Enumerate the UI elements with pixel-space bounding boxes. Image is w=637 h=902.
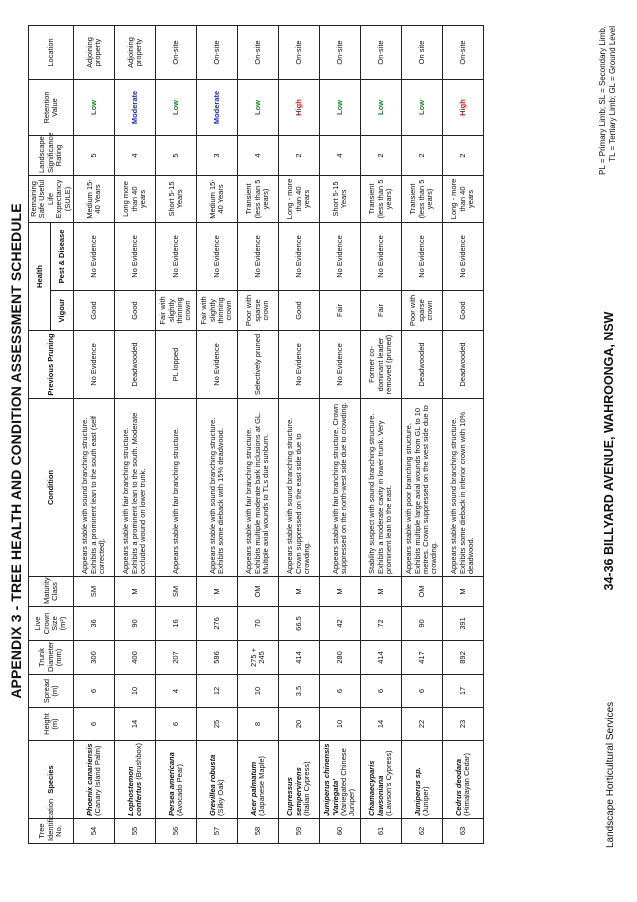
cell-location: Adjoining property [73, 25, 114, 79]
table-row [196, 25, 237, 843]
header-row-1 [29, 25, 51, 843]
species-botanical-name: Juniperus sp. [412, 767, 422, 816]
header-spread: Spread (m) [29, 675, 74, 708]
cell-location: On-site [360, 25, 401, 79]
cell-height: 20 [278, 708, 319, 741]
cell-maturity: SM [73, 577, 114, 607]
cell-vigour: Good [442, 291, 483, 331]
cell-retention [360, 79, 401, 135]
retention-value-label: Moderate [129, 90, 139, 125]
cell-condition: Appears stable with fair branching structure. [155, 399, 196, 577]
cell-pest-disease: No Evidence [360, 222, 401, 290]
retention-value-label: Low [170, 99, 180, 115]
table-row [114, 25, 155, 843]
cell-retention [319, 79, 360, 135]
cell-sule: Long - more than 40 years [442, 175, 483, 222]
assessment-table [28, 25, 484, 844]
species-common-name: (Canary Island Palm) [92, 745, 102, 816]
cell-pest-disease: No Evidence [319, 222, 360, 290]
table-row [278, 25, 319, 843]
cell-significance: 2 [401, 135, 442, 175]
cell-pest-disease: No Evidence [278, 222, 319, 290]
header-trunk-diameter: Trunk Diameter (mm) [29, 641, 74, 675]
cell-maturity: M [319, 577, 360, 607]
cell-crown-size: 36 [73, 607, 114, 641]
cell-retention [196, 79, 237, 135]
cell-pest-disease: No Evidence [155, 222, 196, 290]
cell-sule: Transient (less than 5 years) [237, 175, 278, 222]
cell-tree-id: 56 [155, 819, 196, 844]
cell-previous-pruning: Deadwooded [114, 331, 155, 399]
cell-vigour: Poor with sparse crown [237, 291, 278, 331]
cell-retention [401, 79, 442, 135]
species-common-name: (Silky Oak) [215, 779, 225, 816]
cell-tree-id: 54 [73, 819, 114, 844]
species-common-name: (Italian Cypress) [302, 761, 312, 816]
cell-retention [442, 79, 483, 135]
cell-spread: 6 [360, 675, 401, 708]
cell-retention [73, 79, 114, 135]
cell-pest-disease: No Evidence [114, 222, 155, 290]
retention-value-label: Low [375, 99, 385, 115]
cell-sule: Long more than 40 years [114, 175, 155, 222]
cell-spread: 3.5 [278, 675, 319, 708]
cell-species [155, 741, 196, 819]
cell-tree-id: 60 [319, 819, 360, 844]
cell-sule: Short 5-15 Years [155, 175, 196, 222]
species-common-name: (Brushbox) [133, 743, 143, 780]
cell-crown-size: 16 [155, 607, 196, 641]
retention-value-label: High [457, 99, 467, 116]
species-common-name: (Juniper) [420, 786, 430, 816]
cell-sule: Medium 15-40 Years [73, 175, 114, 222]
species-common-name: (Lawson's Cypress) [384, 750, 394, 816]
species-botanical-name: Acer palmatum [248, 761, 258, 816]
cell-maturity: SM [155, 577, 196, 607]
cell-height: 14 [360, 708, 401, 741]
cell-maturity: M [114, 577, 155, 607]
cell-crown-size: 72 [360, 607, 401, 641]
cell-trunk-diameter: 417 [401, 641, 442, 675]
cell-pest-disease: No Evidence [442, 222, 483, 290]
abbreviation-legend [598, 26, 618, 175]
header-previous-pruning: Previous Pruning [29, 331, 74, 399]
cell-vigour: Poor with sparse crown [401, 291, 442, 331]
cell-significance: 5 [73, 135, 114, 175]
species-botanical-name: Cedrus deodara [453, 758, 463, 816]
cell-trunk-diameter: 280 [319, 641, 360, 675]
cell-sule: Short 5-15 Years [319, 175, 360, 222]
cell-maturity: M [360, 577, 401, 607]
cell-pest-disease: No Evidence [73, 222, 114, 290]
cell-pest-disease: No Evidence [401, 222, 442, 290]
cell-height: 6 [73, 708, 114, 741]
cell-species [442, 741, 483, 819]
cell-retention [278, 79, 319, 135]
header-height: Height (m) [29, 708, 74, 741]
cell-vigour: Good [278, 291, 319, 331]
cell-height: 25 [196, 708, 237, 741]
cell-maturity: M [278, 577, 319, 607]
table-row [319, 25, 360, 843]
cell-spread: 6 [401, 675, 442, 708]
cell-spread: 6 [73, 675, 114, 708]
species-botanical-name: Cupressus sempervirens [285, 767, 303, 816]
cell-location: On site [401, 25, 442, 79]
cell-location: On-site [196, 25, 237, 79]
cell-height: 23 [442, 708, 483, 741]
table-row [401, 25, 442, 843]
cell-species [114, 741, 155, 819]
species-botanical-name: Juniperus chinensis 'Variegata' [322, 743, 340, 816]
legend-line-1: PL = Primary Limb; SL = Secondary Limb, [598, 26, 607, 175]
species-botanical-name: Phoenix canariensis [84, 743, 94, 816]
table-row [360, 25, 401, 843]
cell-trunk-diameter: 207 [155, 641, 196, 675]
cell-spread: 10 [114, 675, 155, 708]
cell-spread: 6 [319, 675, 360, 708]
table-row [237, 25, 278, 843]
cell-species [360, 741, 401, 819]
cell-maturity: M [442, 577, 483, 607]
cell-retention [155, 79, 196, 135]
cell-location: On-site [442, 25, 483, 79]
cell-retention [114, 79, 155, 135]
cell-tree-id: 59 [278, 819, 319, 844]
cell-condition: Stability suspect with sound branching structure. Exhibits a moderate cavity in lower trunk. Very prominent lean to the east. [360, 399, 401, 577]
cell-vigour: Good [114, 291, 155, 331]
header-health: Health [29, 222, 51, 330]
header-tree-id: Tree Identification No. [29, 819, 74, 844]
cell-crown-size: 276 [196, 607, 237, 641]
header-live-crown: Live Crown Size (m²) [29, 607, 74, 641]
cell-crown-size: 90 [401, 607, 442, 641]
legend-line-2: TL = Tertiary Limb; GL = Ground Level [608, 26, 617, 162]
cell-condition: Appears stable with sound branching structure. Exhibits some dieback in inferior crown with 10% deadwood. [442, 399, 483, 577]
cell-condition: Appears stable with fair branching structure. Exhibits a prominent lean to the south. Moderate occluded wound on lower trunk. [114, 399, 155, 577]
cell-previous-pruning: Deadwooded [401, 331, 442, 399]
cell-crown-size: 42 [319, 607, 360, 641]
cell-tree-id: 61 [360, 819, 401, 844]
cell-height: 10 [319, 708, 360, 741]
cell-pest-disease: No Evidence [196, 222, 237, 290]
site-address: 34-36 BILLYARD AVENUE, WAHROONGA, NSW [602, 311, 616, 591]
cell-maturity: OM [401, 577, 442, 607]
cell-species [73, 741, 114, 819]
header-condition: Condition [29, 399, 74, 577]
cell-species [319, 741, 360, 819]
cell-sule: Transient (less than 5 years) [360, 175, 401, 222]
cell-height: 22 [401, 708, 442, 741]
cell-crown-size: 70 [237, 607, 278, 641]
cell-sule: Long - more than 40 years [278, 175, 319, 222]
cell-maturity: M [196, 577, 237, 607]
cell-previous-pruning: Former co-dominant leader removed (pruned) [360, 331, 401, 399]
schedule-title: APPENDIX 3 - TREE HEALTH AND CONDITION ASSESSMENT SCHEDULE [8, 203, 24, 699]
cell-location: On-site [155, 25, 196, 79]
cell-trunk-diameter: 586 [196, 641, 237, 675]
cell-vigour: Fair with slightly thinning crown [155, 291, 196, 331]
cell-condition: Appears stable with sound branching structure. Exhibits some dieback with 15% deadwood. [196, 399, 237, 577]
header-maturity: Maturity Class [29, 577, 74, 607]
species-common-name: (Avocado Pear) [174, 764, 184, 816]
company-name: Landscape Horticultural Services [605, 701, 616, 848]
header-vigour: Vigour [51, 291, 73, 331]
retention-value-label: Low [334, 99, 344, 115]
cell-spread: 4 [155, 675, 196, 708]
table-row [155, 25, 196, 843]
species-common-name: (Japanese Maple) [256, 755, 266, 816]
species-botanical-name: Grevillea robusta [207, 754, 217, 816]
table-row [442, 25, 483, 843]
cell-previous-pruning: No Evidence [196, 331, 237, 399]
cell-trunk-diameter: 400 [114, 641, 155, 675]
cell-trunk-diameter: 275 + 245 [237, 641, 278, 675]
cell-tree-id: 63 [442, 819, 483, 844]
retention-value-label: Low [416, 99, 426, 115]
cell-crown-size: 391 [442, 607, 483, 641]
cell-sule: Medium 15-40 Years [196, 175, 237, 222]
cell-tree-id: 58 [237, 819, 278, 844]
cell-significance: 2 [278, 135, 319, 175]
cell-previous-pruning: Deadwooded [442, 331, 483, 399]
header-species: Species [29, 741, 74, 819]
cell-trunk-diameter: 892 [442, 641, 483, 675]
cell-sule: Transient (less than 5 years) [401, 175, 442, 222]
cell-significance: 5 [155, 135, 196, 175]
species-botanical-name: Chamaecyparis lawsoniana [367, 760, 385, 816]
table-body [73, 25, 483, 843]
cell-previous-pruning: No Evidence [73, 331, 114, 399]
cell-condition: Appears stable with sound branching structure. Exhibits a prominent lean to the south east (self corrected). [73, 399, 114, 577]
header-pest-disease: Pest & Disease [51, 222, 73, 290]
cell-species [237, 741, 278, 819]
cell-condition: Appears stable with fair branching structure. Crown suppressed on the north-west side due to crowding. [319, 399, 360, 577]
cell-crown-size: 90 [114, 607, 155, 641]
cell-previous-pruning: Selectively pruned [237, 331, 278, 399]
cell-retention [237, 79, 278, 135]
header-significance: Landscape Significance Rating [29, 135, 74, 175]
cell-condition: Appears stable with fair branching structure. Exhibits multiple moderate bark inclusions at GL. Multiple axial wounds to TLs due sunburn. [237, 399, 278, 577]
cell-significance: 3 [196, 135, 237, 175]
cell-previous-pruning: No Evidence [278, 331, 319, 399]
cell-trunk-diameter: 414 [360, 641, 401, 675]
cell-location: Adjoining property [114, 25, 155, 79]
cell-condition: Appears stable with poor branching structure. Exhibits multiple large axial wounds from GL to 10 metres. Crown suppressed on the west side due to crowding. [401, 399, 442, 577]
cell-previous-pruning: No Evidence [319, 331, 360, 399]
cell-trunk-diameter: 414 [278, 641, 319, 675]
cell-species [401, 741, 442, 819]
cell-significance: 2 [442, 135, 483, 175]
cell-species [196, 741, 237, 819]
cell-spread: 12 [196, 675, 237, 708]
cell-location: On-site [278, 25, 319, 79]
header-sule: Remaining Safe Useful Life Expectancy (SULE) [29, 175, 74, 222]
cell-significance: 4 [237, 135, 278, 175]
cell-height: 6 [155, 708, 196, 741]
header-location: Location [29, 25, 74, 79]
cell-previous-pruning: PL lopped [155, 331, 196, 399]
species-common-name: (Himalayan Cedar) [461, 753, 471, 816]
cell-pest-disease: No Evidence [237, 222, 278, 290]
retention-value-label: Moderate [211, 90, 221, 125]
cell-spread: 17 [442, 675, 483, 708]
cell-species [278, 741, 319, 819]
table-row [73, 25, 114, 843]
cell-location: On-site [319, 25, 360, 79]
species-botanical-name: Persea americana [166, 752, 176, 816]
cell-vigour: Fair [360, 291, 401, 331]
retention-value-label: High [293, 99, 303, 116]
cell-spread: 10 [237, 675, 278, 708]
cell-location: On-site [237, 25, 278, 79]
cell-significance: 2 [360, 135, 401, 175]
header-retention: Retention Value [29, 79, 74, 135]
cell-height: 14 [114, 708, 155, 741]
cell-significance: 4 [319, 135, 360, 175]
cell-condition: Appears stable with sound branching structure. Crown suppressed on the east side due to crowding. [278, 399, 319, 577]
cell-vigour: Fair with slightly thinning crown [196, 291, 237, 331]
species-botanical-name: Lophostemon confertus [125, 766, 143, 816]
cell-tree-id: 57 [196, 819, 237, 844]
cell-significance: 4 [114, 135, 155, 175]
cell-tree-id: 55 [114, 819, 155, 844]
cell-crown-size: 66.5 [278, 607, 319, 641]
cell-maturity: OM [237, 577, 278, 607]
species-common-name: (Variegated Chinese Juniper) [338, 748, 357, 816]
retention-value-label: Low [252, 99, 262, 115]
cell-vigour: Fair [319, 291, 360, 331]
cell-vigour: Good [73, 291, 114, 331]
cell-trunk-diameter: 300 [73, 641, 114, 675]
cell-height: 8 [237, 708, 278, 741]
cell-tree-id: 62 [401, 819, 442, 844]
retention-value-label: Low [88, 99, 98, 115]
